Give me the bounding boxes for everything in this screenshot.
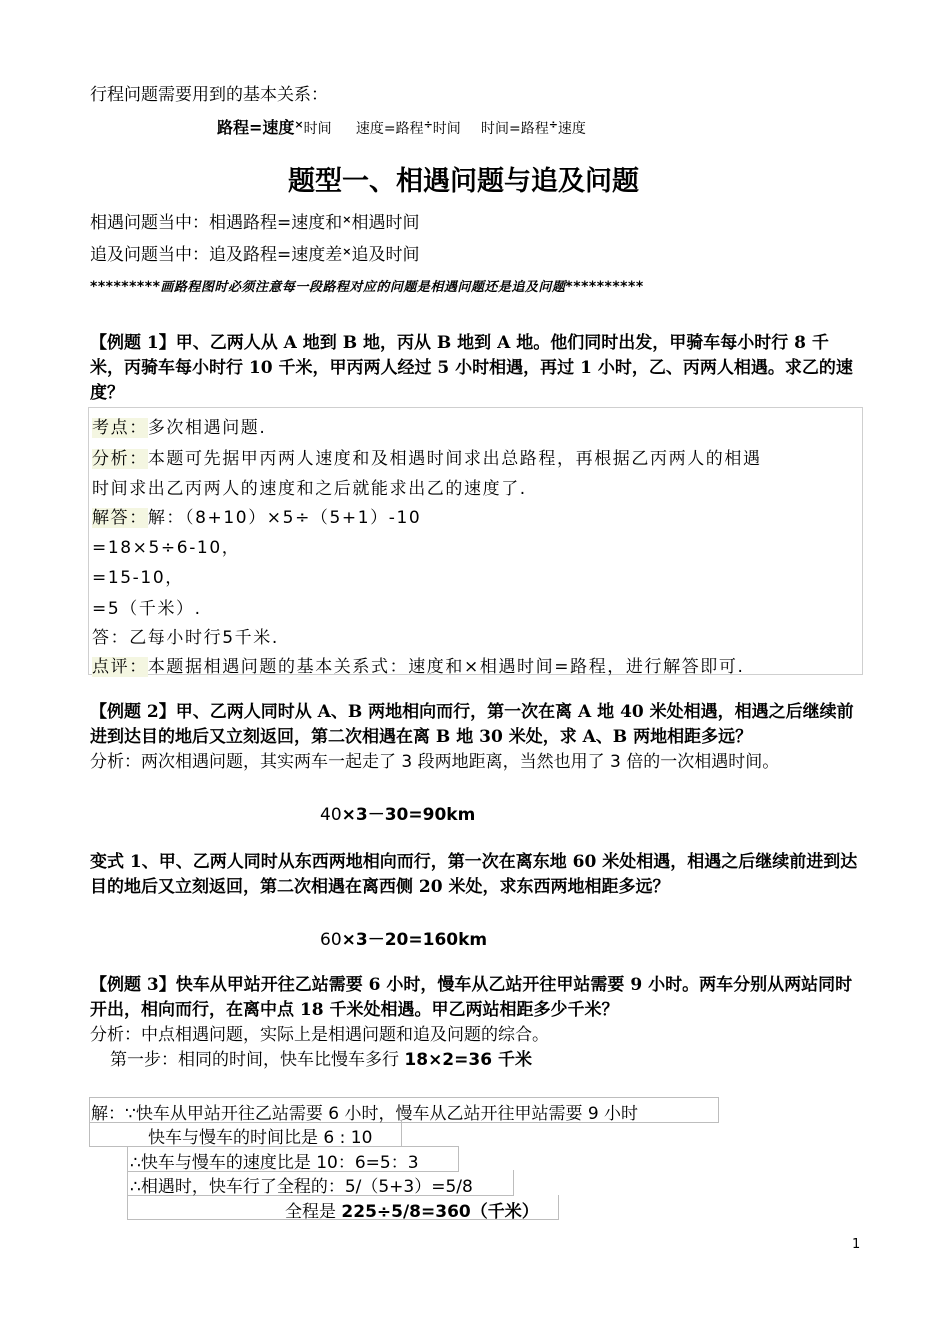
section-title: 题型一、相遇问题与追及问题	[288, 166, 639, 197]
calc-rest-2: ×3－20=160km	[341, 930, 488, 950]
rule-chase-text: 追及问题当中：追及路程=速度差	[90, 245, 343, 265]
intro-heading: 行程问题需要用到的基本关系：	[90, 85, 328, 105]
step-b: 18×2=36	[404, 1050, 493, 1070]
stars-left: *********	[90, 279, 161, 295]
variant1-text: 变式 1、甲、乙两人同时从东西两地相向而行，第一次在离东地 60 米处相遇，相遇之后继续前进到达目的地后又立刻返回，第二次相遇在离西侧 20 米处，求东西两地相距多远？	[90, 852, 858, 897]
rule-chase	[90, 239, 419, 268]
variant1-calc	[320, 925, 487, 950]
sol-5-value: 225÷5/8=360（千米）	[341, 1202, 539, 1222]
rule-meet-text: 相遇问题当中：相遇路程=速度和	[90, 213, 343, 233]
formula-distance: 路程=速度	[217, 118, 295, 137]
calc-num: 40	[320, 805, 342, 825]
fenxi-label: 分析：	[92, 449, 148, 469]
times-icon-3: ×	[342, 213, 352, 226]
jieda-text: 解：（8+10）×5÷（5+1）-10	[147, 508, 422, 528]
formula-time: 时间	[303, 121, 332, 137]
example3-text: 【例题 3】快车从甲站开往乙站需要 6 小时，慢车从乙站开往甲站需要 9 小时。两车分别从两站同时开出，相向而行，在离中点 18 千米处相遇。甲乙两站相距多少千米？	[90, 975, 853, 1020]
step-c: 千米	[492, 1050, 532, 1070]
dianping-text: 本题据相遇问题的基本关系式：速度和×相遇时间=路程，进行解答即可.	[147, 657, 745, 677]
sol-5-label: 全程是	[285, 1202, 342, 1222]
example2-analysis: 分析：两次相遇问题，其实两车一起走了 3 段两地距离，当然也用了 3 倍的一次相遇时间。	[90, 752, 780, 772]
page-number: 1	[852, 1237, 861, 1252]
jieda-label: 解答：	[92, 508, 148, 528]
formula-line	[217, 115, 586, 138]
divide-icon: ÷	[423, 118, 433, 131]
formula-speed-2: 速度	[557, 121, 586, 137]
example3-analysis: 分析：中点相遇问题，实际上是相遇问题和追及问题的综合。	[90, 1025, 549, 1045]
step-3: =5（千米）.	[92, 599, 202, 619]
fenxi-line-1	[92, 444, 762, 469]
example1-text: 【例题 1】甲、乙两人从 A 地到 B 地，丙从 B 地到 A 地。他们同时出发，甲骑车每小时行 8 千米，丙骑车每小时行 10 千米，甲丙两人经过 5 小时相遇，再过 1 小时，乙、丙两人相遇。求乙的速度？	[90, 333, 853, 403]
times-icon: ×	[294, 118, 304, 131]
stars-right: **********	[565, 279, 644, 295]
step-1: =18×5÷6-10，	[92, 538, 241, 558]
example2-calc	[320, 800, 475, 825]
rule-chase-time: 追及时间	[351, 245, 420, 265]
dianping-label: 点评：	[92, 657, 148, 677]
jieda-line	[92, 503, 421, 528]
note-text: 画路程图时必须注意每一段路程对应的问题是相遇问题还是追及问题	[160, 280, 566, 295]
times-icon-4: ×	[342, 245, 352, 258]
formula-time-eq: 时间=路程	[480, 121, 549, 137]
example1-solution-box	[88, 407, 863, 675]
example2-text: 【例题 2】甲、乙两人同时从 A、B 两地相向而行，第一次在离 A 地 40 米处相遇，相遇之后继续前进到达目的地后又立刻返回，第二次相遇在离 B 地 30 米处，求 A、B 两地相距多远？	[90, 702, 854, 747]
calc-rest: ×3－30=90km	[341, 805, 476, 825]
step-a: 第一步：相同的时间，快车比慢车多行	[110, 1050, 405, 1070]
sol-line-2: 快车与慢车的时间比是 6 : 10	[148, 1128, 373, 1148]
rule-meet-time: 相遇时间	[351, 213, 420, 233]
sol-line-4: ∴相遇时，快车行了全程的：5/（5+3）=5/8	[130, 1177, 473, 1197]
stars-note	[90, 276, 644, 295]
divide-icon-2: ÷	[548, 118, 558, 131]
sol-line-1: 解：∵快车从甲站开往乙站需要 6 小时，慢车从乙站开往甲站需要 9 小时	[91, 1104, 639, 1124]
dianping-line	[92, 652, 745, 677]
rule-meet	[90, 207, 419, 236]
formula-time-2: 时间	[432, 121, 461, 137]
answer-line: 答：乙每小时行5千米.	[92, 628, 279, 648]
sol-line-5	[285, 1197, 539, 1222]
calc-num-2: 60	[320, 930, 342, 950]
formula-speed: 速度=路程	[355, 121, 424, 137]
kaodian-label: 考点：	[92, 418, 148, 438]
kaodian-text: 多次相遇问题.	[147, 418, 267, 438]
fenxi-line-2: 时间求出乙丙两人的速度和之后就能求出乙的速度了.	[92, 479, 527, 499]
fenxi-text-1: 本题可先据甲丙两人速度和及相遇时间求出总路程，再根据乙丙两人的相遇	[147, 449, 762, 469]
sol-line-3: ∴快车与慢车的速度比是 10：6=5：3	[130, 1153, 419, 1173]
kaodian-line	[92, 413, 266, 438]
step-2: =15-10，	[92, 568, 184, 588]
example3-step	[110, 1048, 532, 1073]
